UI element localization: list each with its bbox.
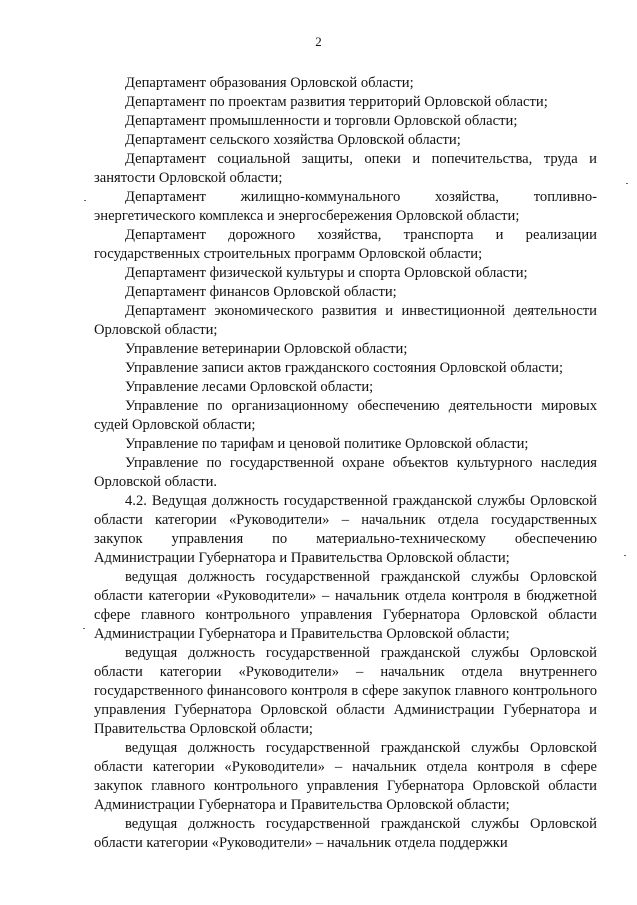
page-number: 2 (315, 34, 322, 49)
paragraph: Департамент жилищно-коммунального хозяйства, топливно-энергетического комплекса и энергосбережения Орловской области; (94, 189, 597, 224)
paragraph: Управление ветеринарии Орловской области; (125, 341, 408, 357)
paragraph: 4.2. Ведущая должность государственной гражданской службы Орловской области категории «Руководители» – начальник отдела государственных закупок управления по материально-техническому обеспечению Администрации Губернатора и Правительства Орловской области; (94, 493, 597, 566)
paragraph: ведущая должность государственной гражданской службы Орловской области категории «Руководители» – начальник отдела внутреннего государственного финансового контроля в сфере закупок главного контрольного управления Губернатора Орловской области Администрации Губернатора и Правительства Орловской области; (94, 645, 597, 737)
paragraph: Департамент сельского хозяйства Орловской области; (125, 132, 461, 148)
paragraph: Управление по тарифам и ценовой политике Орловской области; (125, 436, 529, 452)
paragraph: Департамент физической культуры и спорта Орловской области; (125, 265, 528, 281)
paragraph: ведущая должность государственной гражданской службы Орловской области категории «Руководители» – начальник отдела поддержки (94, 816, 597, 851)
paragraph: ведущая должность государственной гражданской службы Орловской области категории «Руководители» – начальник отдела контроля в бюджетной сфере главного контрольного управления Губернатора Орловской области Администрации Губернатора и Правительства Орловской области; (94, 569, 597, 642)
paragraph: Департамент промышленности и торговли Орловской области; (125, 113, 518, 129)
paragraph: Управление по организационному обеспечению деятельности мировых судей Орловской области; (94, 398, 597, 433)
paragraph: Управление лесами Орловской области; (125, 379, 374, 395)
paragraph: Департамент социальной защиты, опеки и попечительства, труда и занятости Орловской области; (94, 151, 597, 186)
paragraph: Управление по государственной охране объектов культурного наследия Орловской области. (94, 455, 597, 490)
paragraph: Департамент экономического развития и инвестиционной деятельности Орловской области; (94, 303, 597, 338)
paragraph: Департамент дорожного хозяйства, транспорта и реализации государственных строительных программ Орловской области; (94, 227, 597, 262)
paragraph: Департамент финансов Орловской области; (125, 284, 397, 300)
document-body (94, 74, 597, 853)
scan-speck (624, 555, 626, 556)
paragraph: Департамент по проектам развития территорий Орловской области; (125, 94, 548, 110)
paragraph: Департамент образования Орловской области; (125, 75, 414, 91)
paragraph: ведущая должность государственной гражданской службы Орловской области категории «Руководители» – начальник отдела контроля в сфере закупок главного контрольного управления Губернатора Орловской области Администрации Губернатора и Правительства Орловской области; (94, 740, 597, 813)
scan-speck (83, 628, 85, 629)
paragraph: Управление записи актов гражданского состояния Орловской области; (125, 360, 564, 376)
scan-speck (84, 200, 86, 201)
scan-speck (626, 183, 628, 184)
